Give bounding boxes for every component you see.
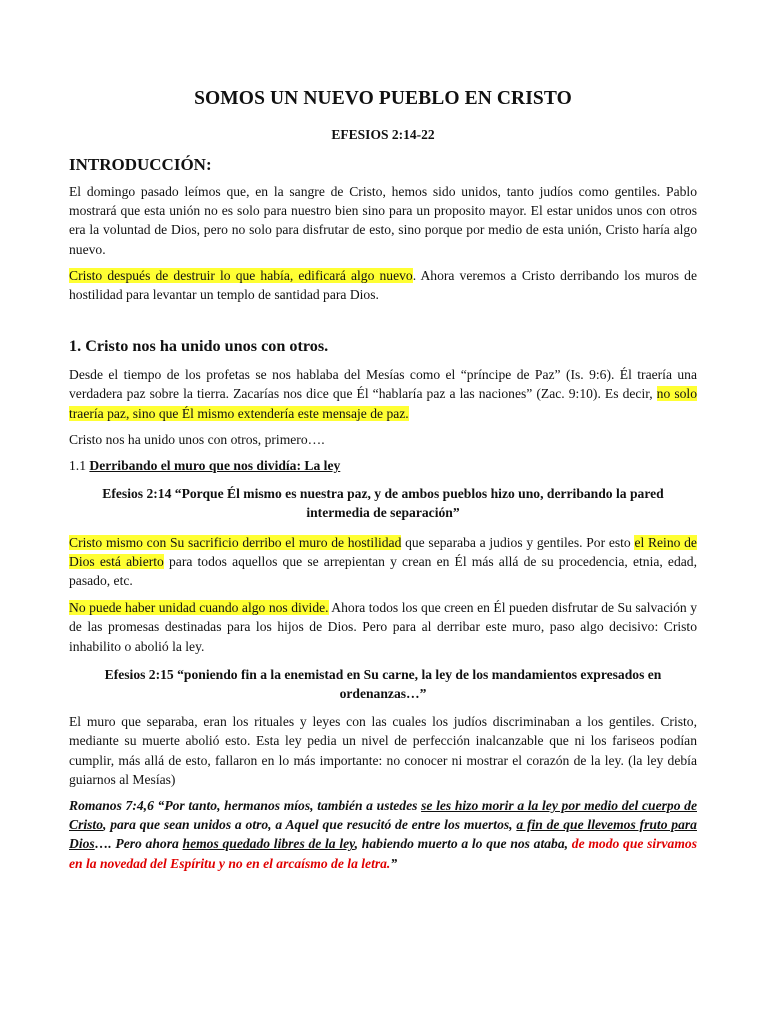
section-1-paragraph-1 xyxy=(69,365,697,423)
red-text: de modo que sirvamos en la novedad del Espíritu y no en el arcaísmo de la letra. xyxy=(69,836,697,871)
subsection-title: Derribando el muro que nos dividía: La ley xyxy=(89,458,341,474)
paragraph-3 xyxy=(69,533,697,591)
page-title: SOMOS UN NUEVO PUEBLO EN CRISTO xyxy=(194,88,572,109)
underlined-text: se les hizo morir a la ley por medio del cuerpo de Cristo xyxy=(69,798,697,833)
highlighted-text: Cristo después de destruir lo que había, edificará algo nuevo xyxy=(69,267,413,283)
page-subtitle: EFESIOS 2:14-22 xyxy=(331,127,435,142)
document-body xyxy=(69,88,697,873)
underlined-text: hemos quedado libres de la ley xyxy=(182,836,355,852)
intro-paragraph-1: El domingo pasado leímos que, en la sangre de Cristo, hemos sido unidos, tanto judíos como gentiles. Pablo mostrará que esta unión no es solo para nuestro bien sino para un proposito mayor. El estar unidos unos con otros era la voluntad de Dios, pero no solo para disfrutar de esto, sino porque por medio de esta unión, Cristo haría algo nuevo. xyxy=(69,184,697,257)
verse-text: Romanos 7:4,6 “Por tanto, hermanos míos, también a ustedes xyxy=(69,798,422,814)
highlighted-text: Cristo mismo con Su sacrificio derribo el muro de hostilidad xyxy=(69,534,402,550)
highlighted-text: no solo traería paz, sino que Él mismo extendería este mensaje de paz. xyxy=(69,386,697,421)
highlighted-text: No puede haber unidad cuando algo nos divide. xyxy=(69,600,329,616)
verse-efesios-2-15: Efesios 2:15 “poniendo fin a la enemistad en Su carne, la ley de los mandamientos expresados en ordenanzas…” xyxy=(104,666,662,702)
paragraph-text: . Ahora veremos a Cristo derribando los muros de hostilidad para levantar un templo de santidad para Dios. xyxy=(69,267,698,303)
verse-text: …. Pero ahora xyxy=(94,836,183,852)
verse-text: ” xyxy=(390,855,398,871)
section-1-paragraph-2: Cristo nos ha unido unos con otros, primero…. xyxy=(69,431,325,447)
underlined-text: a fin de que llevemos fruto para Dios xyxy=(69,817,697,852)
subsection-1-1-heading xyxy=(69,456,697,475)
highlighted-text: el Reino de Dios está abierto xyxy=(69,534,697,569)
paragraph-text: Ahora todos los que creen en Él pueden disfrutar de Su salvación y de las promesas destinadas para los hijos de Dios. Pero para al derribar este muro, paso algo decisivo: Cristo inhabilito o abolió la ley. xyxy=(69,600,698,654)
verse-romanos-7-4-6 xyxy=(69,796,697,873)
verse-efesios-2-14: Efesios 2:14 “Porque Él mismo es nuestra paz, y de ambos pueblos hizo uno, derribando la pared intermedia de separación” xyxy=(102,486,664,521)
paragraph-text: que separaba a judios y gentiles. Por esto xyxy=(401,534,635,550)
paragraph-text: para todos aquellos que se arrepientan y crean en Él más allá de su procedencia, etnia, edad, pasado, etc. xyxy=(69,553,697,589)
intro-heading: INTRODUCCIÓN: xyxy=(69,155,212,174)
section-1-heading: 1. Cristo nos ha unido unos con otros. xyxy=(69,337,329,356)
subsection-number: 1.1 xyxy=(69,458,90,474)
verse-text: , para que sean unidos a otro, a Aquel que resucitó de entre los muertos, xyxy=(103,817,517,833)
intro-paragraph-2 xyxy=(69,266,697,304)
paragraph-4 xyxy=(69,598,697,656)
paragraph-5: El muro que separaba, eran los rituales y leyes con las cuales los judíos discriminaban a los gentiles. Cristo, mediante su muerte abolió esto. Esta ley pedia un nivel de perfección inalcanzable que ni los fariseos podían cumplir, más allá de esto, fallaron en lo más importante: no conocer ni mostrar el corazón de la ley. (la ley debía guiarnos al Mesías) xyxy=(69,714,697,787)
paragraph-text: Desde el tiempo de los profetas se nos hablaba del Mesías como el “príncipe de Paz” (Is. 9:6). Él traería una verdadera paz sobre la tierra. Zacarías nos dice que Él “hablaría paz a las naciones” (Zac. 9:10). Es decir, xyxy=(69,367,697,402)
verse-text: , habiendo muerto a lo que nos ataba, xyxy=(354,836,572,852)
